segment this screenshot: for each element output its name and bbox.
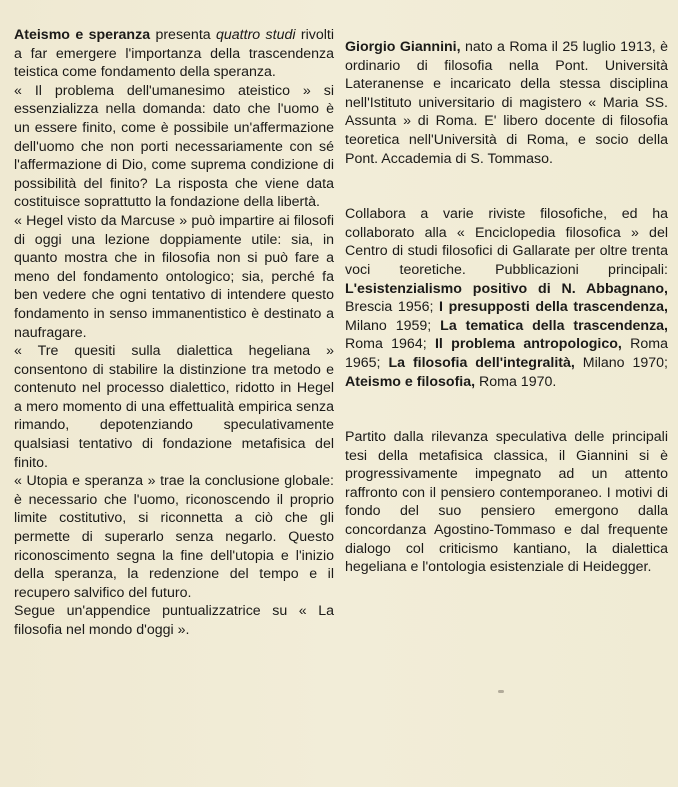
left-column-summary bbox=[14, 26, 334, 640]
summary-paragraph bbox=[14, 26, 334, 82]
body-text: presenta bbox=[150, 27, 217, 43]
summary-paragraph bbox=[14, 342, 334, 472]
body-text: « Utopia e speranza » trae la conclusione globale: è necessario che l'uomo, riconoscendo il proprio limite costitutivo, si riconnetta a ciò che gli permette di superarlo senza negarlo. Questo riconoscimento segna la fine dell'utopia e l'inizio della speranza, la redenzione del tempo e il recupero salvifico del futuro. bbox=[14, 473, 334, 601]
summary-paragraph bbox=[14, 472, 334, 602]
body-text: Partito dalla rilevanza speculativa delle principali tesi della metafisica classica, il Giannini si è progressivamente impegnato ad un attento raffronto con il pensiero contemporaneo. I motivi di fondo del suo pensiero emergono dalla concordanza Agostino-Tommaso e dal frequente dialogo col criticismo kantiano, la dialettica hegeliana e l'ontologia esistenziale di Heidegger. bbox=[345, 429, 668, 576]
body-text: Collabora a varie riviste filosofiche, ed ha collaborato alla « Enciclopedia filosofica » del Centro di studi filosofici di Gallarate per oltre trenta voci teoretiche. Pubblicazioni principali: bbox=[345, 206, 668, 278]
bio-paragraph bbox=[345, 205, 668, 391]
body-text: « Il problema dell'umanesimo ateistico » si essenzializza nella domanda: dato che l'uomo è un essere finito, come è possibile un'affermazione dell'uomo che non porti necessariamente con sé l'affermazione di Dio, come suprema condizione di possibilità del finito? La risposta che viene data costituisce soprattutto la fondazione della libertà. bbox=[14, 82, 334, 211]
print-speck bbox=[498, 690, 504, 693]
body-text: « Hegel visto da Marcuse » può impartire ai filosofi di oggi una lezione doppiamente utile: sia, in quanto mostra che in filosofia non si può fare a meno del fondamento ontologico; sia, perché fa ben vedere che ogni tentativo di intendere questo fondamento in senso immanentistico è destinato a naufragare. bbox=[14, 212, 334, 341]
body-text: rivolti a far emergere l'importanza della trascendenza teistica come fondamento della speranza. bbox=[14, 27, 334, 81]
body-text: Roma 1970. bbox=[475, 373, 557, 390]
bold-text: La filosofia dell'integralità, bbox=[388, 354, 575, 371]
body-text: Brescia 1956; bbox=[345, 299, 440, 316]
summary-paragraph bbox=[14, 212, 334, 342]
bold-text: Ateismo e speranza bbox=[14, 27, 151, 43]
bold-text: Giorgio Giannini, bbox=[345, 39, 461, 55]
bio-paragraph bbox=[345, 38, 668, 168]
italic-text: quattro studi bbox=[216, 27, 296, 43]
body-text: Milano 1970; bbox=[574, 354, 668, 371]
bold-text: La tematica della trascendenza, bbox=[440, 317, 669, 334]
body-text: « Tre quesiti sulla dialettica hegeliana » consentono di stabilire la distinzione tra metodo e contenuto nel processo dialettico, ridotto in Hegel a mero momento di una effettualità empirica senza rimando, depotenziando speculativamente qualsiasi tentativo di fondazione metafisica del finito. bbox=[14, 343, 334, 471]
bold-text: L'esistenzialismo positivo di N. Abbagnano, bbox=[345, 280, 668, 297]
bold-text: Ateismo e filosofia, bbox=[345, 373, 476, 390]
summary-paragraph bbox=[14, 82, 334, 212]
body-text: Segue un'appendice puntualizzatrice su « La filosofia nel mondo d'oggi ». bbox=[14, 603, 334, 638]
body-text: Roma 1965; bbox=[345, 336, 668, 371]
bold-text: Il problema antropologico, bbox=[434, 336, 622, 353]
right-column-author-bio bbox=[345, 38, 668, 577]
body-text: nato a Roma il 25 luglio 1913, è ordinario di filosofia nella Pont. Università Lateranense e incaricato della stessa disciplina nell'Istituto universitario di magistero « Maria SS. Assunta » di Roma. E' libero docente di filosofia teoretica nell'Università di Roma, e socio della Pont. Accademia di S. Tommaso. bbox=[345, 39, 668, 167]
body-text: Roma 1964; bbox=[345, 336, 435, 353]
bold-text: I presupposti della trascendenza, bbox=[439, 299, 668, 316]
bio-paragraph bbox=[345, 428, 668, 577]
body-text: Milano 1959; bbox=[345, 317, 441, 334]
summary-paragraph bbox=[14, 602, 334, 639]
